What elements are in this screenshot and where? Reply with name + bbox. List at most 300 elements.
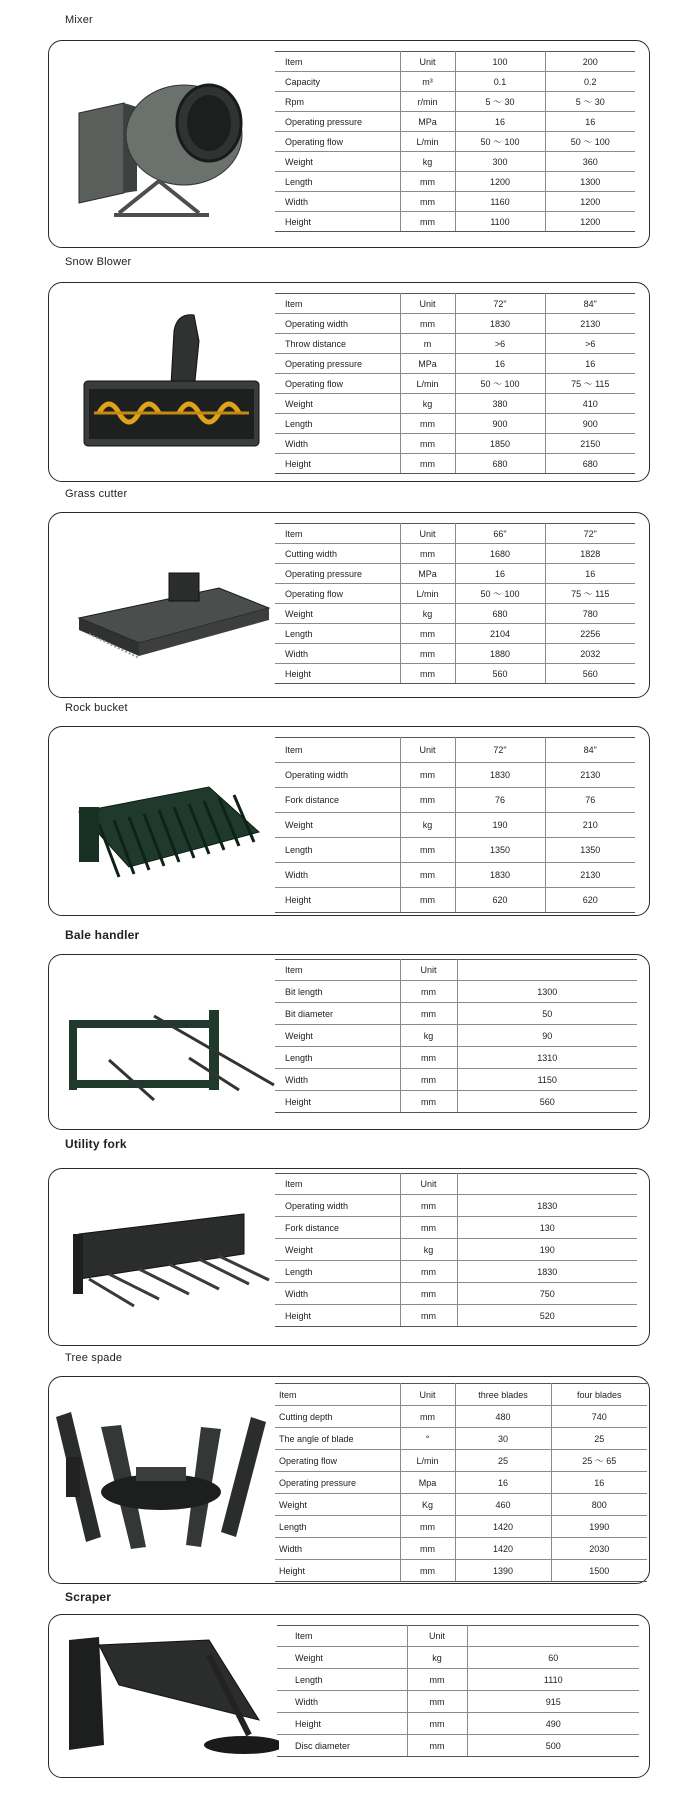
table-cell: 900 [455, 414, 545, 434]
table-row [275, 1494, 647, 1516]
table-cell: 1830 [455, 763, 545, 788]
table-cell [467, 1626, 639, 1647]
table-cell: 72" [455, 294, 545, 314]
table-cell: 1300 [457, 981, 637, 1003]
table-cell: Weight [275, 1025, 400, 1047]
table-row [275, 763, 635, 788]
table-cell: Width [275, 434, 400, 454]
mixer-image [59, 63, 279, 223]
table-row [275, 454, 635, 474]
section-title-tree-spade: Tree spade [65, 1352, 123, 1364]
table-cell: 560 [545, 664, 635, 684]
table-cell: 84" [545, 294, 635, 314]
table-row [275, 1450, 647, 1472]
table-cell: 1350 [455, 838, 545, 863]
table-cell: Weight [275, 1239, 400, 1261]
table-cell: Width [275, 1283, 400, 1305]
table-cell: 1850 [455, 434, 545, 454]
table-cell: Bit diameter [275, 1003, 400, 1025]
table-cell: 620 [455, 888, 545, 913]
table-cell: Width [275, 1069, 400, 1091]
table-cell: 50 ～ 100 [455, 584, 545, 604]
rock-bucket-image [59, 762, 279, 892]
table-cell: 2130 [545, 314, 635, 334]
table-cell: mm [407, 1691, 467, 1713]
table-row [275, 314, 635, 334]
table-cell: >6 [455, 334, 545, 354]
table-cell: Unit [400, 738, 455, 763]
table-cell: 16 [551, 1472, 647, 1494]
table-header-row [275, 52, 635, 72]
table-cell: Cutting depth [275, 1406, 400, 1428]
table-cell: 2150 [545, 434, 635, 454]
table-row [275, 1428, 647, 1450]
table-cell: 1300 [545, 172, 635, 192]
table-cell: Unit [407, 1626, 467, 1647]
table-header-row [275, 738, 635, 763]
table-cell: Unit [400, 1174, 457, 1195]
table-cell: mm [400, 1069, 457, 1091]
table-header-row [277, 1626, 639, 1647]
table-cell: Width [275, 1538, 400, 1560]
table-cell: mm [400, 863, 455, 888]
table-cell: 190 [455, 813, 545, 838]
tree-spade-spec-table [275, 1383, 647, 1582]
table-cell: kg [400, 152, 455, 172]
table-cell: Height [275, 888, 400, 913]
table-cell: mm [400, 414, 455, 434]
table-cell: 620 [545, 888, 635, 913]
table-row [275, 1406, 647, 1428]
table-row [275, 584, 635, 604]
table-cell: 300 [455, 152, 545, 172]
section-title-rock-bucket: Rock bucket [65, 702, 128, 714]
table-cell: mm [400, 1217, 457, 1239]
table-cell: Item [275, 738, 400, 763]
scraper-spec-table [277, 1625, 639, 1757]
table-cell: Length [275, 414, 400, 434]
table-cell: Cutting width [275, 544, 400, 564]
table-cell: 75 ～ 115 [545, 584, 635, 604]
table-cell: 66" [455, 524, 545, 544]
table-cell: 1680 [455, 544, 545, 564]
table-cell: 5 ～ 30 [545, 92, 635, 112]
table-cell: Operating width [275, 314, 400, 334]
section-title-bale-handler: Bale handler [65, 928, 140, 942]
table-cell: 1420 [455, 1516, 551, 1538]
section-title-grass-cutter: Grass cutter [65, 488, 128, 500]
table-row [275, 1239, 637, 1261]
table-cell: 2104 [455, 624, 545, 644]
table-cell: 200 [545, 52, 635, 72]
table-cell: L/min [400, 584, 455, 604]
table-cell: 1880 [455, 644, 545, 664]
table-cell: Mpa [400, 1472, 455, 1494]
table-cell: Width [275, 644, 400, 664]
grass-cutter-image [59, 548, 279, 678]
table-cell: 2032 [545, 644, 635, 664]
table-cell: 76 [455, 788, 545, 813]
table-cell: 680 [545, 454, 635, 474]
table-cell: 380 [455, 394, 545, 414]
table-cell: Length [275, 838, 400, 863]
table-cell: 915 [467, 1691, 639, 1713]
table-cell: mm [400, 624, 455, 644]
table-row [275, 334, 635, 354]
table-cell: Item [275, 1384, 400, 1406]
table-cell: MPa [400, 354, 455, 374]
table-cell: L/min [400, 1450, 455, 1472]
table-cell: mm [400, 763, 455, 788]
table-row [275, 644, 635, 664]
table-cell: Fork distance [275, 788, 400, 813]
table-cell: Width [277, 1691, 407, 1713]
table-cell: mm [400, 788, 455, 813]
table-cell: Throw distance [275, 334, 400, 354]
table-cell: Length [275, 624, 400, 644]
scraper-image [59, 1625, 279, 1770]
table-cell: Weight [275, 394, 400, 414]
table-cell: three blades [455, 1384, 551, 1406]
table-cell: 25 [455, 1450, 551, 1472]
rock-bucket-card [48, 726, 650, 916]
table-cell: kg [400, 1239, 457, 1261]
table-row [275, 132, 635, 152]
table-cell: 1200 [455, 172, 545, 192]
table-cell: 780 [545, 604, 635, 624]
table-cell: 1150 [457, 1069, 637, 1091]
table-cell: mm [400, 981, 457, 1003]
table-cell: mm [400, 1003, 457, 1025]
table-cell: Weight [275, 813, 400, 838]
table-cell: Operating pressure [275, 112, 400, 132]
table-cell: 84" [545, 738, 635, 763]
table-cell: Unit [400, 1384, 455, 1406]
table-cell: Item [277, 1626, 407, 1647]
table-cell: 480 [455, 1406, 551, 1428]
table-cell: Bit length [275, 981, 400, 1003]
table-cell: mm [400, 1047, 457, 1069]
table-row [275, 212, 635, 232]
table-cell: 2130 [545, 863, 635, 888]
table-cell: mm [400, 1516, 455, 1538]
table-cell: 30 [455, 1428, 551, 1450]
table-cell: mm [400, 1283, 457, 1305]
table-row [277, 1691, 639, 1713]
table-cell: kg [407, 1647, 467, 1669]
utility-fork-card [48, 1168, 650, 1346]
table-row [275, 434, 635, 454]
table-row [275, 394, 635, 414]
table-cell: Item [275, 524, 400, 544]
section-title-scraper: Scraper [65, 1590, 112, 1604]
table-header-row [275, 1174, 637, 1195]
table-cell: 750 [457, 1283, 637, 1305]
table-row [275, 1560, 647, 1582]
table-cell: 410 [545, 394, 635, 414]
table-cell: 1830 [457, 1261, 637, 1283]
table-cell: 50 ～ 100 [455, 374, 545, 394]
table-cell: 25 ～ 65 [551, 1450, 647, 1472]
table-row [275, 1091, 637, 1113]
grass-cutter-card [48, 512, 650, 698]
table-row [275, 1069, 637, 1091]
table-header-row [275, 524, 635, 544]
table-cell: The angle of blade [275, 1428, 400, 1450]
table-cell: Weight [275, 152, 400, 172]
table-cell: Width [275, 192, 400, 212]
table-row [275, 564, 635, 584]
table-cell: 1990 [551, 1516, 647, 1538]
table-cell: Length [277, 1669, 407, 1691]
table-cell: Height [275, 1305, 400, 1327]
table-cell: m³ [400, 72, 455, 92]
table-cell: Unit [400, 960, 457, 981]
table-cell: kg [400, 1025, 457, 1047]
table-cell: 500 [467, 1735, 639, 1757]
table-cell: mm [400, 1261, 457, 1283]
rock-bucket-spec-table [275, 737, 635, 913]
tree-spade-image [51, 1397, 271, 1567]
table-cell: mm [400, 1195, 457, 1217]
grass-cutter-spec-table [275, 523, 635, 684]
section-title-snow-blower: Snow Blower [65, 256, 132, 268]
table-cell: 16 [455, 112, 545, 132]
table-cell: Rpm [275, 92, 400, 112]
table-cell: Height [275, 1091, 400, 1113]
table-row [275, 1217, 637, 1239]
table-row [275, 888, 635, 913]
table-cell: 1310 [457, 1047, 637, 1069]
bale-handler-spec-table [275, 959, 637, 1113]
table-cell: Operating width [275, 763, 400, 788]
tree-spade-card [48, 1376, 650, 1584]
table-cell: 16 [455, 564, 545, 584]
table-row [275, 838, 635, 863]
table-row [275, 192, 635, 212]
table-row [275, 374, 635, 394]
table-cell: 0.1 [455, 72, 545, 92]
table-cell: mm [400, 1305, 457, 1327]
table-cell: 1420 [455, 1538, 551, 1560]
table-cell: 740 [551, 1406, 647, 1428]
table-cell: Unit [400, 52, 455, 72]
table-cell: kg [400, 394, 455, 414]
table-cell: 190 [457, 1239, 637, 1261]
table-cell: 1830 [455, 863, 545, 888]
table-cell: >6 [545, 334, 635, 354]
table-header-row [275, 294, 635, 314]
table-row [275, 172, 635, 192]
table-cell: 1100 [455, 212, 545, 232]
table-cell: Width [275, 863, 400, 888]
table-header-row [275, 960, 637, 981]
table-cell: Item [275, 294, 400, 314]
table-cell: Weight [275, 1494, 400, 1516]
table-row [277, 1669, 639, 1691]
table-cell: mm [400, 1406, 455, 1428]
table-cell: Kg [400, 1494, 455, 1516]
table-cell: Operating pressure [275, 354, 400, 374]
table-cell: kg [400, 813, 455, 838]
snow-blower-spec-table [275, 293, 635, 474]
table-cell: mm [407, 1713, 467, 1735]
table-row [275, 152, 635, 172]
table-row [277, 1713, 639, 1735]
table-cell: Weight [275, 604, 400, 624]
table-cell: Operating flow [275, 374, 400, 394]
table-cell: Length [275, 1047, 400, 1069]
table-header-row [275, 1384, 647, 1406]
table-cell: mm [400, 172, 455, 192]
scraper-card [48, 1614, 650, 1778]
table-cell: Weight [277, 1647, 407, 1669]
table-cell: Unit [400, 294, 455, 314]
table-row [275, 414, 635, 434]
table-cell: MPa [400, 564, 455, 584]
bale-handler-image [59, 980, 279, 1110]
table-cell: 72" [545, 524, 635, 544]
table-cell: Height [275, 664, 400, 684]
table-cell: 360 [545, 152, 635, 172]
mixer-card [48, 40, 650, 248]
table-cell: Item [275, 1174, 400, 1195]
table-cell: 460 [455, 1494, 551, 1516]
table-cell: 1160 [455, 192, 545, 212]
table-cell: 2130 [545, 763, 635, 788]
table-cell: Operating flow [275, 132, 400, 152]
table-cell: 1110 [467, 1669, 639, 1691]
table-cell: mm [400, 1560, 455, 1582]
table-row [275, 788, 635, 813]
table-cell: Capacity [275, 72, 400, 92]
table-cell: 490 [467, 1713, 639, 1735]
table-cell: 16 [455, 354, 545, 374]
table-cell: m [400, 334, 455, 354]
table-cell: 130 [457, 1217, 637, 1239]
table-row [275, 544, 635, 564]
table-cell: Unit [400, 524, 455, 544]
table-cell: 900 [545, 414, 635, 434]
table-cell: Height [275, 1560, 400, 1582]
table-row [275, 354, 635, 374]
table-cell: 16 [545, 354, 635, 374]
table-cell: Height [275, 212, 400, 232]
table-cell: Length [275, 1516, 400, 1538]
table-cell: 25 [551, 1428, 647, 1450]
table-row [275, 1538, 647, 1560]
table-row [275, 1305, 637, 1327]
table-row [275, 863, 635, 888]
table-row [275, 1047, 637, 1069]
table-cell: 1200 [545, 212, 635, 232]
table-row [275, 1472, 647, 1494]
table-cell: 0.2 [545, 72, 635, 92]
table-cell: mm [400, 454, 455, 474]
table-cell: 520 [457, 1305, 637, 1327]
snow-blower-image [59, 301, 279, 466]
table-cell: 100 [455, 52, 545, 72]
table-cell: 1830 [457, 1195, 637, 1217]
table-row [275, 1025, 637, 1047]
table-cell: mm [400, 664, 455, 684]
table-row [275, 813, 635, 838]
table-cell: mm [400, 212, 455, 232]
table-cell: Length [275, 172, 400, 192]
table-cell: 50 ～ 100 [455, 132, 545, 152]
table-cell: MPa [400, 112, 455, 132]
table-row [275, 1283, 637, 1305]
section-title-mixer: Mixer [65, 14, 93, 26]
table-cell: 800 [551, 1494, 647, 1516]
table-cell: Length [275, 1261, 400, 1283]
table-cell: L/min [400, 132, 455, 152]
table-cell: mm [400, 888, 455, 913]
table-cell: 560 [455, 664, 545, 684]
table-cell: 16 [455, 1472, 551, 1494]
table-cell: Item [275, 52, 400, 72]
utility-fork-image [59, 1194, 279, 1324]
table-cell: mm [400, 1538, 455, 1560]
table-cell: Fork distance [275, 1217, 400, 1239]
table-cell: 210 [545, 813, 635, 838]
table-cell: 16 [545, 112, 635, 132]
table-cell: mm [407, 1669, 467, 1691]
table-cell: 50 ～ 100 [545, 132, 635, 152]
table-row [275, 981, 637, 1003]
table-cell: Operating flow [275, 1450, 400, 1472]
utility-fork-spec-table [275, 1173, 637, 1327]
table-cell: Operating flow [275, 584, 400, 604]
table-cell: 50 [457, 1003, 637, 1025]
table-row [275, 624, 635, 644]
bale-handler-card [48, 954, 650, 1130]
table-cell: Operating pressure [275, 1472, 400, 1494]
table-cell: 2256 [545, 624, 635, 644]
section-title-utility-fork: Utility fork [65, 1137, 127, 1151]
table-cell: mm [400, 434, 455, 454]
table-cell: r/min [400, 92, 455, 112]
table-cell: 1390 [455, 1560, 551, 1582]
table-row [277, 1735, 639, 1757]
table-cell: L/min [400, 374, 455, 394]
table-cell: 1830 [455, 314, 545, 334]
table-cell: Height [277, 1713, 407, 1735]
table-row [275, 72, 635, 92]
table-cell: Operating width [275, 1195, 400, 1217]
table-cell: 560 [457, 1091, 637, 1113]
table-cell: Operating pressure [275, 564, 400, 584]
table-row [275, 664, 635, 684]
snow-blower-card [48, 282, 650, 482]
table-cell: mm [400, 644, 455, 664]
table-cell: 1828 [545, 544, 635, 564]
table-cell: 90 [457, 1025, 637, 1047]
table-cell: 72" [455, 738, 545, 763]
table-row [275, 1516, 647, 1538]
table-cell: mm [407, 1735, 467, 1757]
table-cell: ° [400, 1428, 455, 1450]
table-cell: 76 [545, 788, 635, 813]
table-row [275, 1003, 637, 1025]
table-cell: 680 [455, 604, 545, 624]
table-cell: 60 [467, 1647, 639, 1669]
table-cell: mm [400, 544, 455, 564]
table-cell: mm [400, 192, 455, 212]
table-cell: 16 [545, 564, 635, 584]
table-cell: 75 ～ 115 [545, 374, 635, 394]
table-cell: 5 ～ 30 [455, 92, 545, 112]
